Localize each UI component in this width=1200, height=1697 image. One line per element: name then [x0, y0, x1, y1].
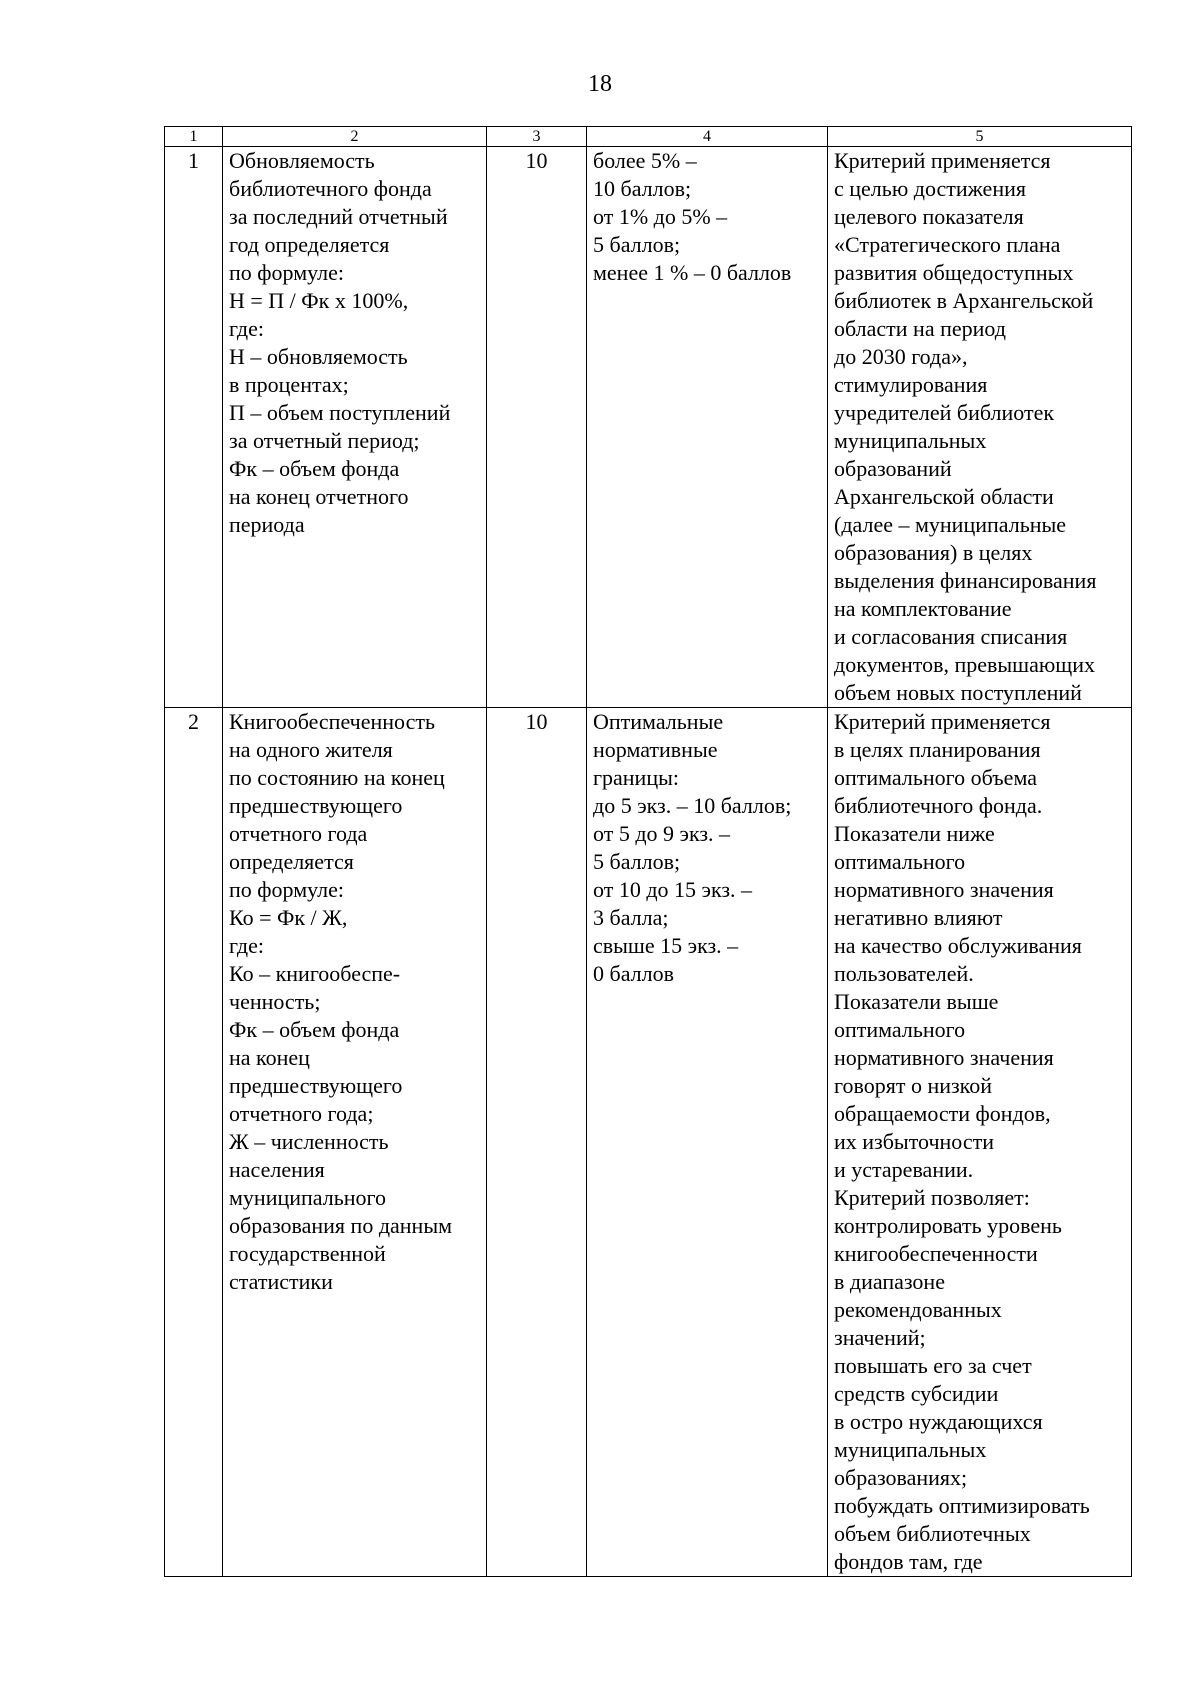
cell-text-line: год определяется	[229, 232, 390, 257]
cell-text-line: ченность;	[229, 989, 321, 1014]
cell-text-line: 5 баллов;	[593, 232, 681, 257]
cell-text-line: значений;	[834, 1325, 926, 1350]
cell-text-line: с целью достижения	[834, 176, 1026, 201]
criterion-description-cell	[223, 708, 487, 1577]
cell-text-line: по формуле:	[229, 260, 345, 285]
cell-text-line: Фк – объем фонда	[229, 456, 400, 481]
cell-text-line: в остро нуждающихся	[834, 1409, 1043, 1434]
column-number-header: 4	[587, 127, 828, 147]
row-number-cell: 1	[165, 147, 223, 708]
criterion-description-cell	[223, 147, 487, 708]
cell-text-line: нормативного значения	[834, 877, 1054, 902]
cell-text-line: за отчетный период;	[229, 428, 420, 453]
cell-text-line: Критерий применяется	[834, 709, 1051, 734]
cell-text-line: муниципальных	[834, 1437, 987, 1462]
cell-text-line: рекомендованных	[834, 1297, 1002, 1322]
cell-text-line: Критерий применяется	[834, 148, 1051, 173]
cell-text-line: библиотек в Архангельской	[834, 288, 1094, 313]
cell-text-line: за последний отчетный	[229, 204, 448, 229]
weight-cell: 10	[487, 708, 587, 1577]
cell-text-line: от 5 до 9 экз. –	[593, 821, 731, 846]
cell-text-line: побуждать оптимизировать	[834, 1493, 1090, 1518]
cell-text-line: свыше 15 экз. –	[593, 933, 739, 958]
cell-text-line: Н – обновляемость	[229, 344, 408, 369]
cell-text-line: объем новых поступлений	[834, 680, 1082, 705]
column-number-header: 1	[165, 127, 223, 147]
cell-text-line: населения	[229, 1157, 325, 1182]
purpose-cell	[828, 147, 1132, 708]
cell-text-line: более 5% –	[593, 148, 697, 173]
cell-text-line: где:	[229, 933, 264, 958]
cell-text-line: П – объем поступлений	[229, 400, 451, 425]
cell-text-line: (далее – муниципальные	[834, 512, 1067, 537]
cell-text-line: Н = П / Фк х 100%,	[229, 288, 409, 313]
column-number-header: 2	[223, 127, 487, 147]
cell-text-line: средств субсидии	[834, 1381, 999, 1406]
cell-text-line: нормативные	[593, 737, 718, 762]
cell-text-line: Оптимальные	[593, 709, 724, 734]
cell-text-line: Критерий позволяет:	[834, 1185, 1030, 1210]
cell-text-line: статистики	[229, 1269, 333, 1294]
cell-text-line: фондов там, где	[834, 1549, 983, 1574]
cell-text-line: отчетного года	[229, 821, 368, 846]
weight-cell: 10	[487, 147, 587, 708]
cell-text-line: говорят о низкой	[834, 1073, 993, 1098]
cell-text-line: контролировать уровень	[834, 1213, 1062, 1238]
cell-text-line: предшествующего	[229, 1073, 403, 1098]
cell-text-line: нормативного значения	[834, 1045, 1054, 1070]
cell-text-line: Архангельской области	[834, 484, 1054, 509]
scoring-cell	[587, 147, 828, 708]
cell-text-line: оптимального	[834, 849, 966, 874]
cell-text-line: негативно влияют	[834, 905, 1003, 930]
cell-text-line: учредителей библиотек	[834, 400, 1055, 425]
cell-text-line: 3 балла;	[593, 905, 669, 930]
scoring-cell	[587, 708, 828, 1577]
cell-text-line: образования) в целях	[834, 540, 1033, 565]
cell-text-line: целевого показателя	[834, 204, 1024, 229]
cell-text-line: 0 баллов	[593, 961, 674, 986]
cell-text-line: их избыточности	[834, 1129, 995, 1154]
criteria-table	[164, 126, 1132, 1577]
cell-text-line: государственной	[229, 1241, 386, 1266]
cell-text-line: муниципального	[229, 1185, 387, 1210]
table-row	[165, 147, 1132, 708]
cell-text-line: от 1% до 5% –	[593, 204, 728, 229]
cell-text-line: пользователей.	[834, 961, 974, 986]
cell-text-line: и устаревании.	[834, 1157, 974, 1182]
cell-text-line: на одного жителя	[229, 737, 393, 762]
cell-text-line: на конец отчетного	[229, 484, 409, 509]
cell-text-line: где:	[229, 316, 264, 341]
cell-text-line: выделения финансирования	[834, 568, 1097, 593]
cell-text-line: предшествующего	[229, 793, 403, 818]
cell-text-line: библиотечного фонда	[229, 176, 432, 201]
cell-text-line: на качество обслуживания	[834, 933, 1082, 958]
cell-text-line: Показатели выше	[834, 989, 999, 1014]
cell-text-line: Ко – книгообеспе-	[229, 961, 401, 986]
cell-text-line: менее 1 % – 0 баллов	[593, 260, 792, 285]
cell-text-line: на комплектование	[834, 596, 1012, 621]
table-header-row	[165, 127, 1132, 147]
page-number: 18	[588, 71, 612, 97]
cell-text-line: книгообеспеченности	[834, 1241, 1038, 1266]
table-row	[165, 708, 1132, 1577]
column-number-header: 5	[828, 127, 1132, 147]
cell-text-line: 5 баллов;	[593, 849, 681, 874]
cell-text-line: библиотечного фонда.	[834, 793, 1043, 818]
row-number-cell: 2	[165, 708, 223, 1577]
cell-text-line: границы:	[593, 765, 680, 790]
cell-text-line: Книгообеспеченность	[229, 709, 436, 734]
cell-text-line: области на период	[834, 316, 1006, 341]
cell-text-line: периода	[229, 512, 305, 537]
cell-text-line: оптимального объема	[834, 765, 1037, 790]
cell-text-line: муниципальных	[834, 428, 987, 453]
cell-text-line: 10 баллов;	[593, 176, 692, 201]
purpose-cell	[828, 708, 1132, 1577]
cell-text-line: Фк – объем фонда	[229, 1017, 400, 1042]
cell-text-line: обращаемости фондов,	[834, 1101, 1051, 1126]
cell-text-line: и согласования списания	[834, 624, 1068, 649]
cell-text-line: по состоянию на конец	[229, 765, 445, 790]
cell-text-line: в целях планирования	[834, 737, 1041, 762]
cell-text-line: развития общедоступных	[834, 260, 1074, 285]
cell-text-line: в процентах;	[229, 372, 349, 397]
cell-text-line: от 10 до 15 экз. –	[593, 877, 753, 902]
cell-text-line: в диапазоне	[834, 1269, 945, 1294]
cell-text-line: отчетного года;	[229, 1101, 374, 1126]
cell-text-line: объем библиотечных	[834, 1521, 1031, 1546]
cell-text-line: Ко = Фк / Ж,	[229, 905, 348, 930]
cell-text-line: «Стратегического плана	[834, 232, 1061, 257]
cell-text-line: до 2030 года»,	[834, 344, 968, 369]
cell-text-line: на конец	[229, 1045, 310, 1070]
cell-text-line: документов, превышающих	[834, 652, 1096, 677]
cell-text-line: стимулирования	[834, 372, 988, 397]
column-number-header: 3	[487, 127, 587, 147]
cell-text-line: Обновляемость	[229, 148, 375, 173]
cell-text-line: до 5 экз. – 10 баллов;	[593, 793, 792, 818]
cell-text-line: Ж – численность	[229, 1129, 389, 1154]
cell-text-line: образованиях;	[834, 1465, 968, 1490]
cell-text-line: оптимального	[834, 1017, 966, 1042]
cell-text-line: образований	[834, 456, 952, 481]
cell-text-line: по формуле:	[229, 877, 345, 902]
cell-text-line: Показатели ниже	[834, 821, 995, 846]
cell-text-line: образования по данным	[229, 1213, 453, 1238]
cell-text-line: повышать его за счет	[834, 1353, 1032, 1378]
cell-text-line: определяется	[229, 849, 354, 874]
